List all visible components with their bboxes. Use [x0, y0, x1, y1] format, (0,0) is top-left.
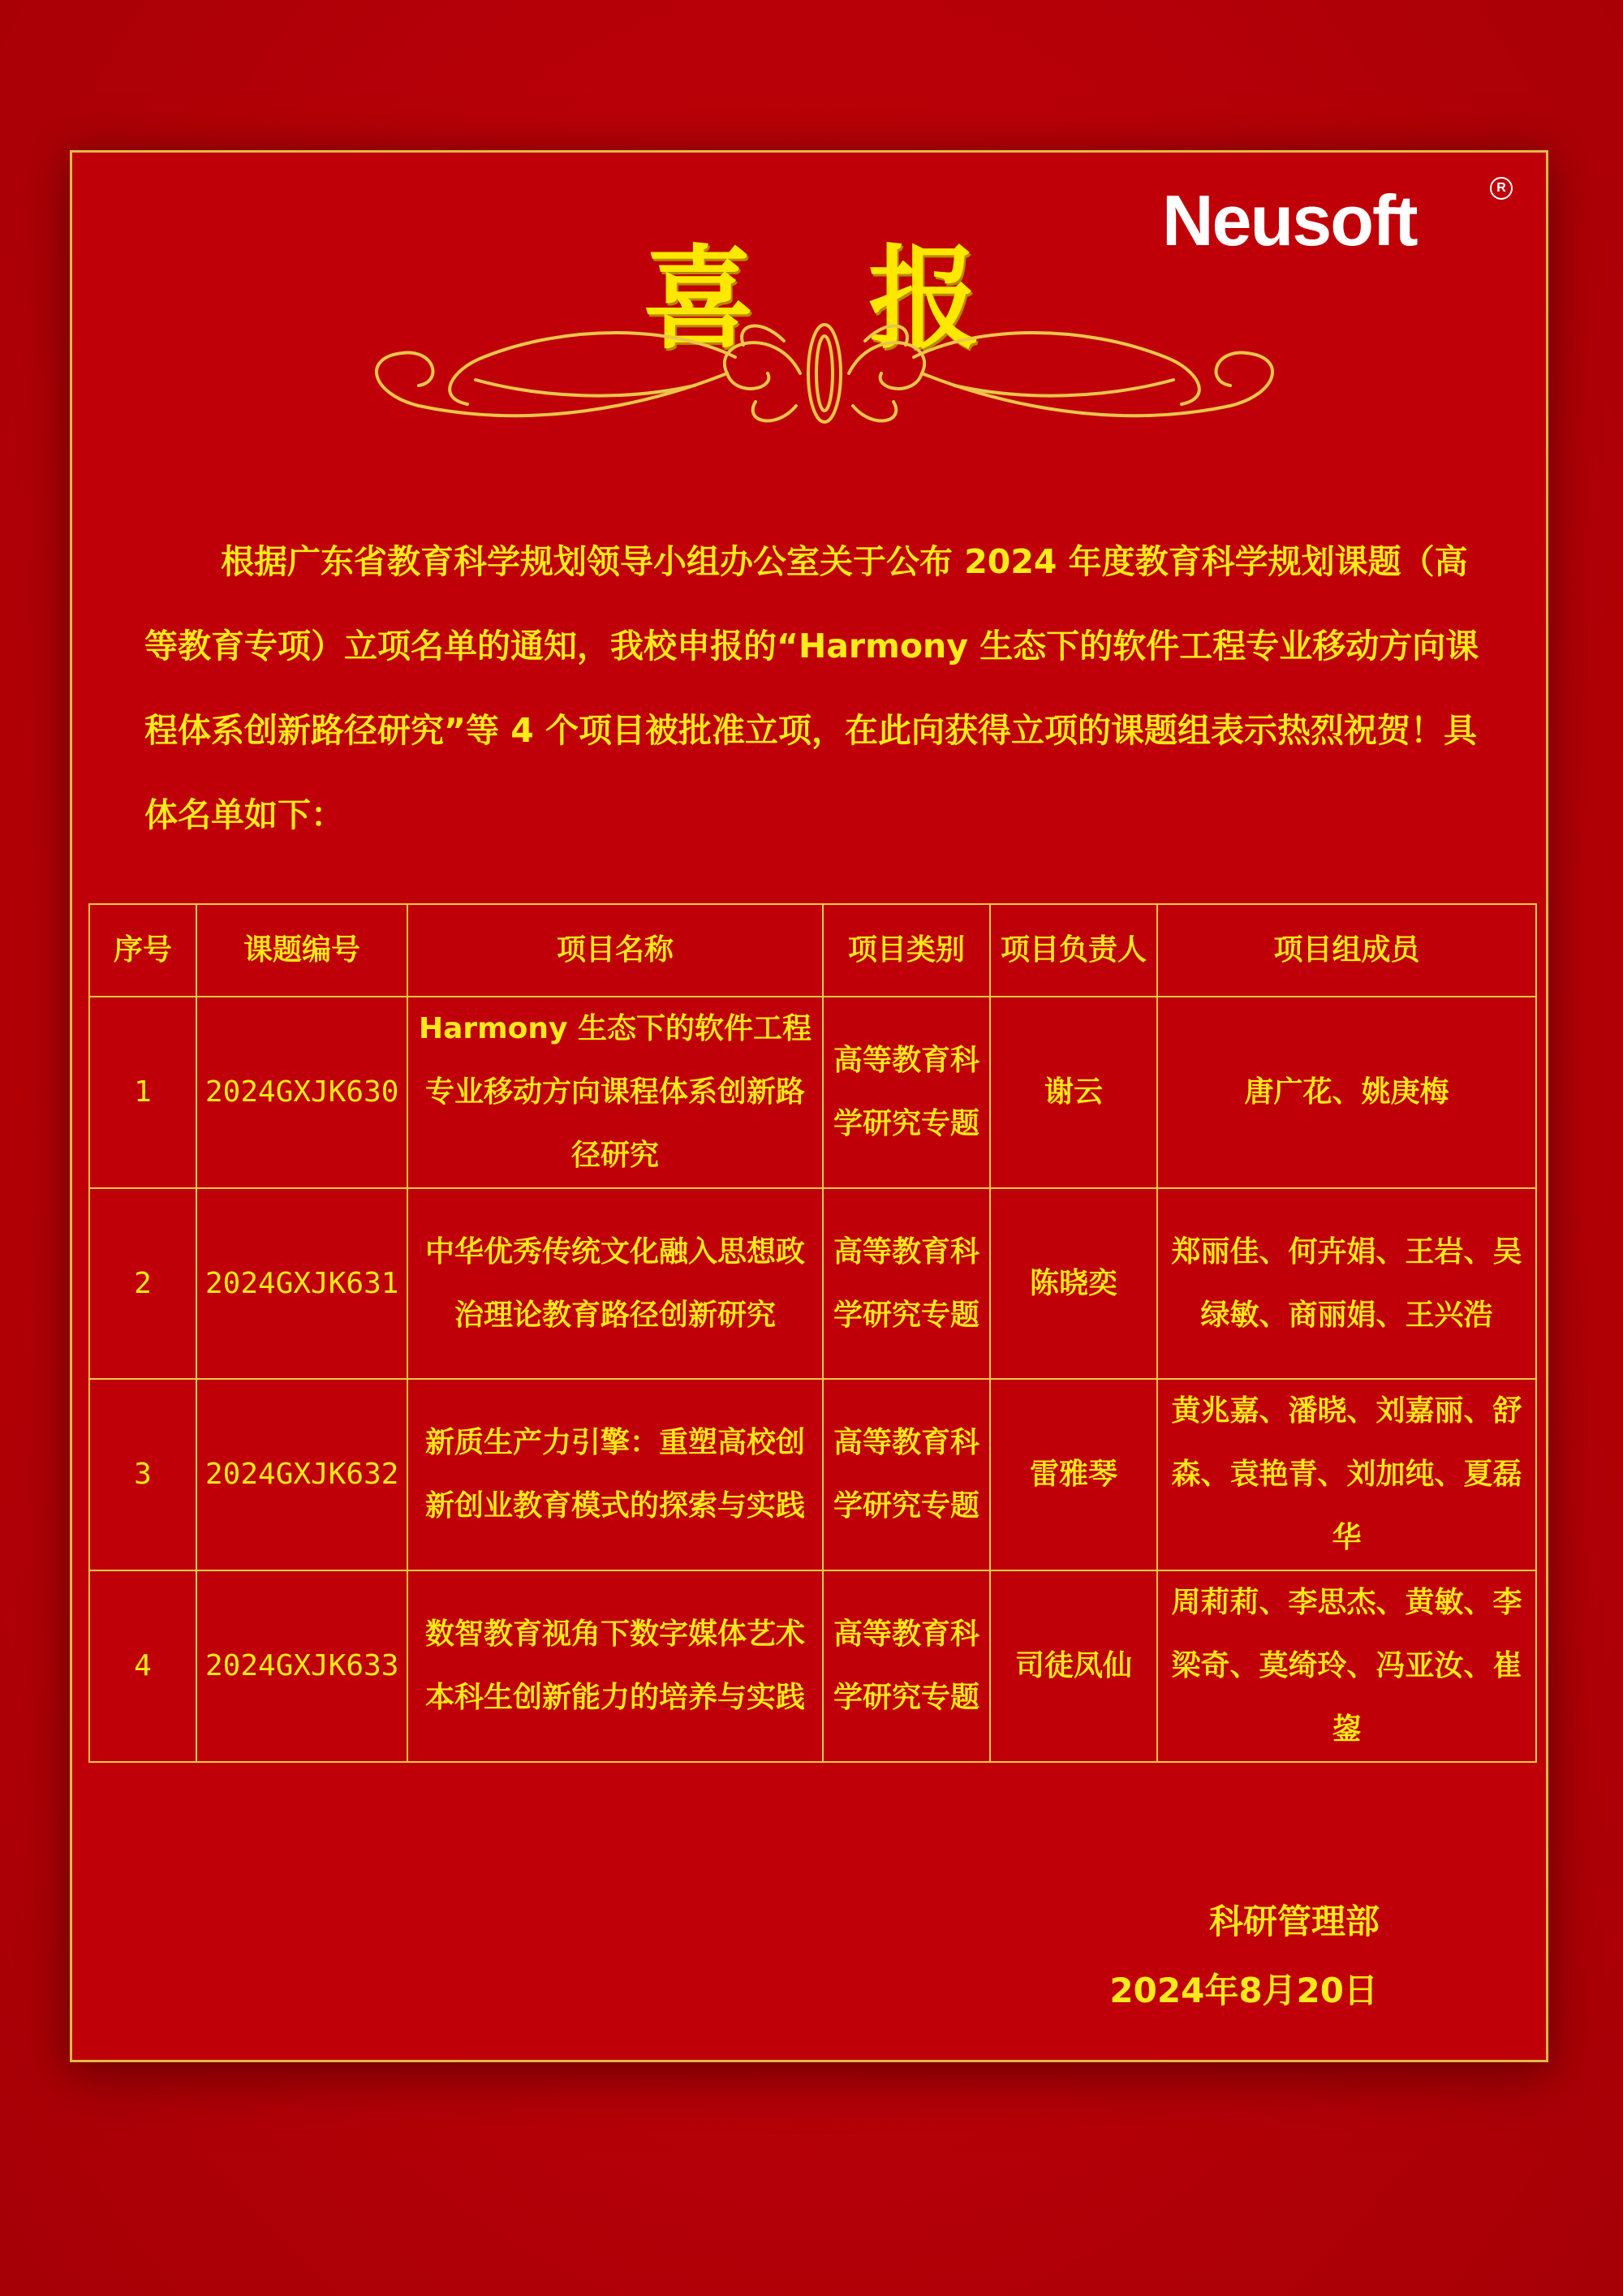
headline-title: 喜报: [643, 234, 1094, 364]
table-row: [89, 1379, 1536, 1570]
project-table: [88, 903, 1537, 1763]
cell-leader: 陈晓奕: [990, 1188, 1157, 1379]
header-name: 项目名称: [407, 904, 823, 997]
table-row: [89, 1188, 1536, 1379]
cell-members: 黄兆嘉、潘晓、刘嘉丽、舒森、袁艳青、刘加纯、夏磊华: [1157, 1379, 1536, 1570]
cell-code: 2024GXJK631: [196, 1188, 407, 1379]
cell-code: 2024GXJK632: [196, 1379, 407, 1570]
cell-code: 2024GXJK630: [196, 997, 407, 1188]
header-seq: 序号: [89, 904, 196, 997]
cell-seq: 4: [89, 1570, 196, 1762]
header-category: 项目类别: [823, 904, 990, 997]
cell-members: 周莉莉、李思杰、黄敏、李梁奇、莫绮玲、冯亚汝、崔鋆: [1157, 1570, 1536, 1762]
issue-date: 2024年8月20日: [1109, 1971, 1378, 2010]
issuing-department: 科研管理部: [1208, 1902, 1380, 1941]
cell-seq: 3: [89, 1379, 196, 1570]
cell-name: 数智教育视角下数字媒体艺术本科生创新能力的培养与实践: [407, 1570, 823, 1762]
cell-name: 中华优秀传统文化融入思想政治理论教育路径创新研究: [407, 1188, 823, 1379]
cell-leader: 雷雅琴: [990, 1379, 1157, 1570]
cell-members: 郑丽佳、何卉娟、王岩、吴绿敏、商丽娟、王兴浩: [1157, 1188, 1536, 1379]
cell-seq: 2: [89, 1188, 196, 1379]
table-row: [89, 1570, 1536, 1762]
table-row: [89, 997, 1536, 1188]
cell-category: 高等教育科学研究专题: [823, 997, 990, 1188]
cell-category: 高等教育科学研究专题: [823, 1570, 990, 1762]
intro-paragraph: 根据广东省教育科学规划领导小组办公室关于公布 2024 年度教育科学规划课题（高等教育专项）立项名单的通知，我校申报的“Harmony 生态下的软件工程专业移动方向课程体系创新路径研究”等 4 个项目被批准立项，在此向获得立项的课题组表示热烈祝贺！具体名单如下：: [144, 542, 1479, 834]
cell-name: Harmony 生态下的软件工程专业移动方向课程体系创新路径研究: [407, 997, 823, 1188]
header-members: 项目组成员: [1157, 904, 1536, 997]
cell-members: 唐广花、姚庚梅: [1157, 997, 1536, 1188]
cell-category: 高等教育科学研究专题: [823, 1379, 990, 1570]
cell-seq: 1: [89, 997, 196, 1188]
registered-mark: R: [1490, 177, 1513, 200]
header-leader: 项目负责人: [990, 904, 1157, 997]
header-code: 课题编号: [196, 904, 407, 997]
cell-category: 高等教育科学研究专题: [823, 1188, 990, 1379]
cell-name: 新质生产力引擎：重塑高校创新创业教育模式的探索与实践: [407, 1379, 823, 1570]
table-header-row: [89, 904, 1536, 997]
cell-leader: 谢云: [990, 997, 1157, 1188]
neusoft-logo: Neusoft: [1162, 180, 1417, 261]
decorative-flourish: [354, 308, 1295, 438]
cell-leader: 司徒凤仙: [990, 1570, 1157, 1762]
cell-code: 2024GXJK633: [196, 1570, 407, 1762]
